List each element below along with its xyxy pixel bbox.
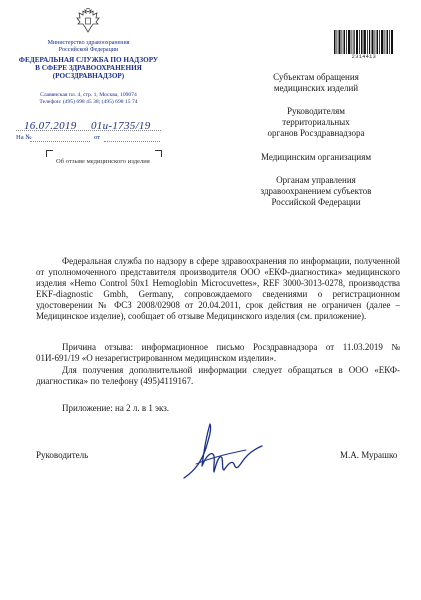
registration-line	[16, 130, 161, 132]
appendix-note: Приложение: на 2 л. в 1 экз.	[62, 403, 170, 413]
body-paragraph-3: Для получения дополнительной информации следует обращаться в ООО «ЕКФ-диагностика» по телефону (495)4119167.	[36, 365, 400, 386]
reference-date-line	[104, 141, 160, 143]
letter-subject: Об отзыве медицинского изделия	[56, 158, 150, 165]
barcode-number: 2314413	[351, 54, 377, 60]
barcode-icon	[334, 30, 394, 54]
agency-name: ФЕДЕРАЛЬНАЯ СЛУЖБА ПО НАДЗОРУ В СФЕРЕ ЗДРАВООХРАНЕНИЯ (РОСЗДРАВНАДЗОР)	[18, 56, 159, 80]
signer-name: М.А. Мурашко	[340, 450, 398, 460]
subject-bracket-right	[155, 150, 162, 157]
addressee-2: Руководителям территориальных органов Росздравнадзора	[267, 106, 365, 138]
addressee-4: Органам управления здравоохранением субъектов Российской Федерации	[260, 175, 372, 207]
reference-number-line	[30, 141, 90, 143]
subject-bracket-left	[46, 150, 53, 157]
addressee-3: Медицинским организациям	[260, 152, 372, 162]
body-paragraph-2: Причина отзыва: информационное письмо Росздравнадзора от 11.03.2019 № 01И-691/19 «О незарегистрированном медицинском изделии».	[36, 342, 400, 363]
registration-number: 01и-1735/19	[91, 120, 151, 132]
reference-number-label: На №	[16, 134, 32, 141]
agency-address: Славянская пл. 4, стр. 1, Москва, 109074 Телефон: (495) 698 45 38; (495) 698 15 74	[39, 92, 138, 105]
signer-role: Руководитель	[36, 450, 89, 460]
registration-date: 16.07.2019	[24, 120, 77, 132]
addressee-1: Субъектам обращения медицинских изделий	[273, 72, 359, 93]
reference-date-label: от	[94, 134, 101, 141]
reference-row	[16, 134, 32, 141]
emblem-icon	[74, 8, 102, 36]
body-paragraph-1: Федеральная служба по надзору в сфере здравоохранения по информации, полученной от уполномоченного представителя производителя ООО «ЕКФ-диагностика» медицинского изделия «Hemo Control 50x1 Hemoglobin Microcuvettes», REF 3000-3013-0278, производства EKF-diagnostic Gmbh, Germany, сопровождаемого сведениями о регистрационном удостоверении № ФСЗ 2008/02908 от 20.04.2011, срок действия не ограничен (далее – Медицинское изделие), сообщает об отзыве Медицинского изделия (см. приложение).	[36, 256, 400, 321]
signature-icon	[176, 420, 266, 484]
ministry-name: Министерство здравоохранения Российской Федерации	[47, 40, 130, 53]
